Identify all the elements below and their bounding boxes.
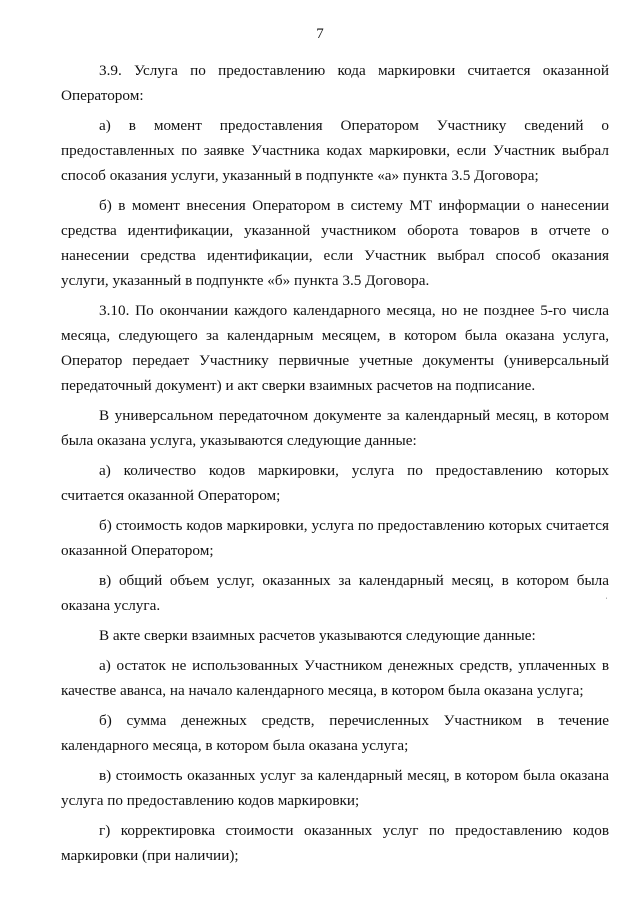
upd-item-c: в) общий объем услуг, оказанных за календарный месяц, в котором была оказана услуга.: [61, 572, 609, 614]
reconciliation-item-a: а) остаток не использованных Участником денежных средств, уплаченных в качестве аванса, на начало календарного месяца, в котором была оказана услуга;: [61, 657, 609, 699]
upd-item-a: а) количество кодов маркировки, услуга по предоставлению которых считается оказанной Оператором;: [61, 462, 609, 504]
reconciliation-intro: В акте сверки взаимных расчетов указываются следующие данные:: [99, 627, 536, 644]
upd-intro: В универсальном передаточном документе за календарный месяц, в котором была оказана услуга, указываются следующие данные:: [61, 407, 609, 449]
clause-3-10: 3.10. По окончании каждого календарного месяца, но не позднее 5-го числа месяца, следующего за календарным месяцем, в котором была оказана услуга, Оператор передает Участнику первичные учетные документы (универсальный передаточный документ) и акт сверки взаимных расчетов на подписание.: [61, 302, 609, 394]
clause-3-9-a: а) в момент предоставления Оператором Участнику сведений о предоставленных по заявке Участника кодах маркировки, если Участник выбрал способ оказания услуги, указанный в подпункте «а» пункта 3.5 Договора;: [61, 117, 609, 184]
document-body: [61, 58, 609, 873]
scan-speck: ˈ: [605, 596, 608, 606]
page-number: 7: [316, 26, 324, 42]
reconciliation-item-b: б) сумма денежных средств, перечисленных Участником в течение календарного месяца, в котором была оказана услуга;: [61, 712, 609, 754]
clause-3-9-b: б) в момент внесения Оператором в систему МТ информации о нанесении средства идентификации, указанной участником оборота товаров в отчете о нанесении средства идентификации, если Участник выбрал способ оказания услуги, указанный в подпункте «б» пункта 3.5 Договора.: [61, 197, 609, 289]
upd-item-b: б) стоимость кодов маркировки, услуга по предоставлению которых считается оказанной Оператором;: [61, 517, 609, 559]
clause-3-9: 3.9. Услуга по предоставлению кода маркировки считается оказанной Оператором:: [61, 62, 609, 104]
reconciliation-item-d: г) корректировка стоимости оказанных услуг по предоставлению кодов маркировки (при наличии);: [61, 822, 609, 864]
reconciliation-item-c: в) стоимость оказанных услуг за календарный месяц, в котором была оказана услуга по предоставлению кодов маркировки;: [61, 767, 609, 809]
